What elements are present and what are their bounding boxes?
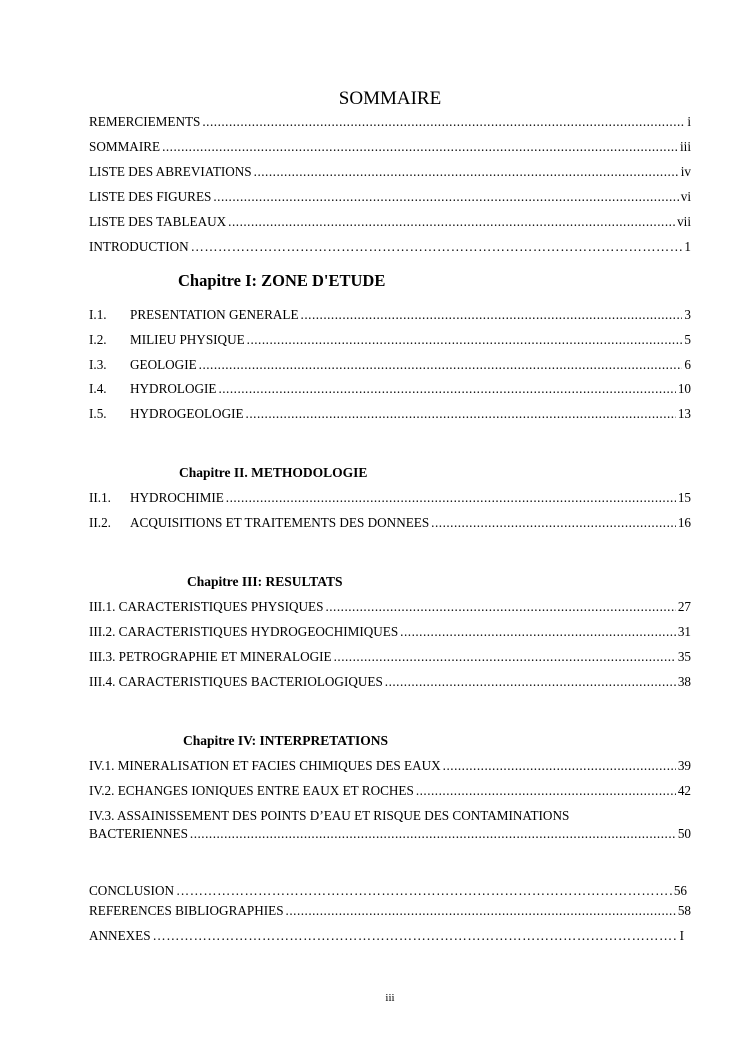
toc-entry-introduction[interactable] [89, 239, 691, 255]
toc-entry-page: 31 [677, 624, 691, 639]
toc-entry-page: 56 [673, 883, 687, 898]
dot-leader [431, 515, 676, 531]
toc-entry-page: iii [680, 139, 691, 154]
toc-entry-page: 50 [677, 826, 691, 841]
toc-entry-annexes[interactable] [89, 928, 684, 944]
dot-leader [247, 332, 683, 348]
toc-entry[interactable] [89, 307, 691, 323]
toc-entry-number: I.3. [89, 357, 107, 372]
toc-entry-sommaire[interactable] [89, 139, 691, 155]
toc-entry-tableaux[interactable] [89, 214, 691, 230]
toc-entry-page: 16 [677, 515, 691, 530]
toc-entry-label: PRESENTATION GENERALE [130, 307, 299, 322]
toc-entry-label: IV.2. ECHANGES IONIQUES ENTRE EAUX ET ROCHES [89, 783, 414, 798]
toc-entry-label: IV.1. MINERALISATION ET FACIES CHIMIQUES DES EAUX [89, 758, 441, 773]
toc-entry-page: 58 [677, 903, 691, 918]
dot-leader [202, 114, 685, 130]
dot-leader [162, 139, 678, 155]
toc-entry[interactable] [89, 649, 691, 665]
toc-entry[interactable] [89, 599, 691, 615]
toc-entry-label: HYDROGEOLOGIE [130, 406, 244, 421]
toc-entry-page: 35 [677, 649, 691, 664]
toc-entry-references[interactable] [89, 903, 691, 919]
toc-entry[interactable] [89, 826, 691, 842]
toc-entry[interactable] [89, 332, 691, 348]
dot-leader [443, 758, 676, 774]
dot-leader [199, 357, 683, 373]
toc-entry[interactable] [89, 357, 691, 373]
dot-leader [416, 783, 676, 799]
toc-entry-page: 6 [684, 357, 691, 372]
toc-entry-label: LISTE DES ABREVIATIONS [89, 164, 252, 179]
dot-leader [218, 381, 675, 397]
toc-entry-label-line1[interactable]: IV.3. ASSAINISSEMENT DES POINTS D’EAU ET RISQUE DES CONTAMINATIONS [89, 808, 570, 823]
toc-entry-number: I.2. [89, 332, 107, 347]
page-number: iii [385, 992, 395, 1004]
toc-entry-page: i [687, 114, 691, 129]
chapter-heading: Chapitre IV: INTERPRETATIONS [183, 733, 389, 748]
dot-leader [334, 649, 676, 665]
dot-leader [246, 406, 676, 422]
toc-entry[interactable] [89, 490, 691, 506]
toc-entry-label: LISTE DES TABLEAUX [89, 214, 227, 229]
toc-entry-label: HYDROCHIMIE [130, 490, 224, 505]
dot-leader [153, 928, 678, 944]
toc-entry-label: SOMMAIRE [89, 139, 161, 154]
dot-leader [325, 599, 675, 615]
toc-entry-conclusion[interactable] [89, 883, 687, 899]
toc-entry-label: INTRODUCTION [89, 239, 189, 254]
toc-entry-page: 13 [677, 406, 691, 421]
toc-entry-label: III.1. CARACTERISTIQUES PHYSIQUES [89, 599, 324, 614]
toc-entry-number: I.1. [89, 307, 107, 322]
dot-leader [286, 903, 676, 919]
toc-entry-label: ACQUISITIONS ET TRAITEMENTS DES DONNEES [130, 515, 430, 530]
toc-entry-page: iv [680, 164, 691, 179]
toc-entry-page: 3 [684, 307, 691, 322]
toc-entry-remerciements[interactable] [89, 114, 691, 130]
toc-entry-abreviations[interactable] [89, 164, 691, 180]
toc-entry-number: I.5. [89, 406, 107, 421]
toc-entry-page: vi [680, 189, 691, 204]
toc-entry[interactable] [89, 406, 691, 422]
toc-entry-number: I.4. [89, 381, 107, 396]
toc-entry-figures[interactable] [89, 189, 691, 205]
dot-leader [228, 214, 675, 230]
dot-leader [190, 826, 676, 842]
toc-entry-label: MILIEU PHYSIQUE [130, 332, 245, 347]
dot-leader [301, 307, 683, 323]
toc-entry-page: 1 [684, 239, 691, 254]
page-title: SOMMAIRE [338, 88, 442, 109]
toc-entry-page: 27 [677, 599, 691, 614]
dot-leader [191, 239, 683, 255]
dot-leader [400, 624, 676, 640]
dot-leader [385, 674, 676, 690]
toc-entry[interactable] [89, 783, 691, 799]
toc-entry[interactable] [89, 624, 691, 640]
toc-entry-label: III.4. CARACTERISTIQUES BACTERIOLOGIQUES [89, 674, 383, 689]
toc-entry[interactable] [89, 515, 691, 531]
toc-entry-number: II.2. [89, 515, 111, 530]
toc-entry[interactable] [89, 674, 691, 690]
toc-entry[interactable] [89, 381, 691, 397]
toc-entry-page: vii [677, 214, 691, 229]
toc-entry-label: III.3. PETROGRAPHIE ET MINERALOGIE [89, 649, 332, 664]
toc-entry[interactable] [89, 758, 691, 774]
toc-entry-page: 5 [684, 332, 691, 347]
toc-entry-label: ANNEXES [89, 928, 151, 943]
toc-entry-page: I [679, 928, 684, 943]
toc-entry-label: BACTERIENNES [89, 826, 188, 841]
toc-entry-label: CONCLUSION [89, 883, 174, 898]
dot-leader [226, 490, 676, 506]
toc-entry-page: 38 [677, 674, 691, 689]
toc-entry-label: GEOLOGIE [130, 357, 197, 372]
toc-entry-page: 42 [677, 783, 691, 798]
toc-entry-label: III.2. CARACTERISTIQUES HYDROGEOCHIMIQUES [89, 624, 399, 639]
chapter-heading: Chapitre III: RESULTATS [187, 574, 343, 589]
toc-entry-label: REFERENCES BIBLIOGRAPHIES [89, 903, 284, 918]
dot-leader [213, 189, 678, 205]
dot-leader [254, 164, 679, 180]
toc-entry-number: II.1. [89, 490, 111, 505]
chapter-heading: Chapitre I: ZONE D'ETUDE [178, 271, 386, 290]
chapter-heading: Chapitre II. METHODOLOGIE [179, 465, 368, 480]
toc-entry-page: 15 [677, 490, 691, 505]
toc-entry-label: LISTE DES FIGURES [89, 189, 212, 204]
dot-leader [176, 883, 672, 899]
toc-entry-page: 39 [677, 758, 691, 773]
toc-entry-label: REMERCIEMENTS [89, 114, 201, 129]
toc-entry-page: 10 [677, 381, 691, 396]
toc-entry-label: HYDROLOGIE [130, 381, 217, 396]
